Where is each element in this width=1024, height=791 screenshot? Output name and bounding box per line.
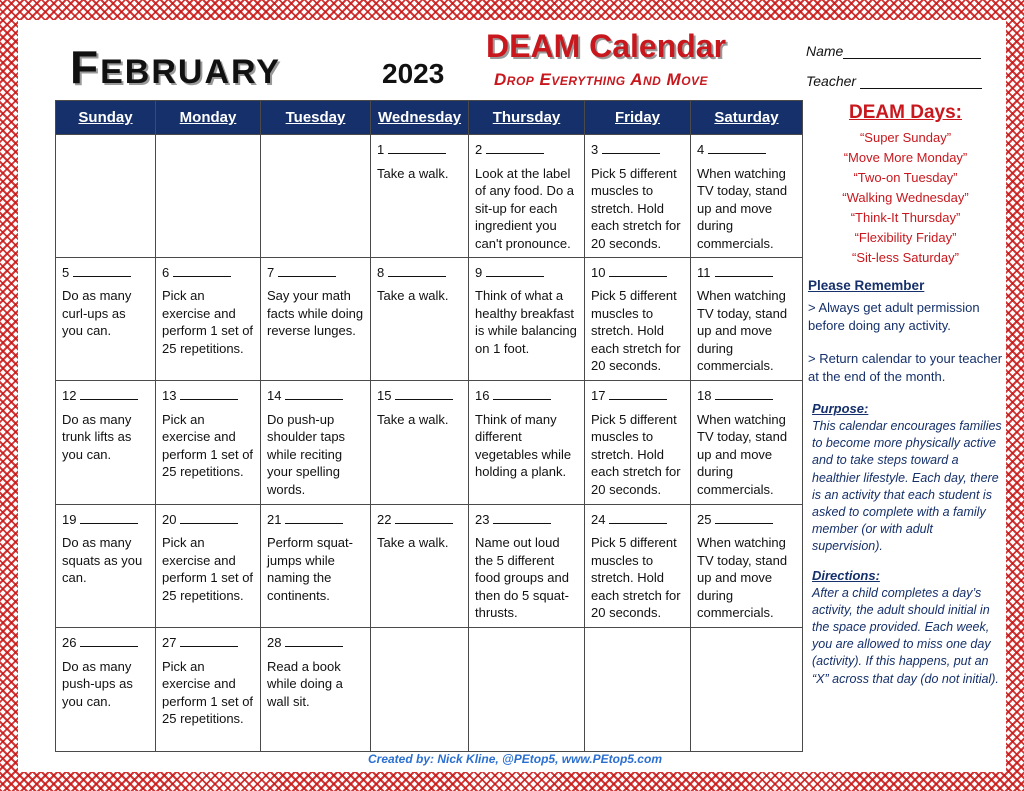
name-field[interactable] — [806, 43, 981, 59]
day-number — [377, 263, 463, 282]
day-number-text: 12 — [62, 388, 77, 404]
name-line[interactable] — [843, 44, 981, 59]
day-number — [591, 510, 685, 529]
directions-text: After a child completes a day’s activity, the adult should initial in the space provided. Each week, you are allowed to miss one day (activity). If this happens, put an “X” across that day (do not initial). — [812, 585, 999, 686]
day-number — [475, 510, 579, 529]
day-cell-10[interactable] — [585, 257, 691, 381]
day-number-text: 16 — [475, 388, 490, 404]
weekday-wednesday: Wednesday — [371, 101, 469, 135]
calendar-week-row — [56, 381, 803, 505]
weekday-saturday: Saturday — [691, 101, 803, 135]
day-cell-9[interactable] — [469, 257, 585, 381]
day-number-text: 9 — [475, 264, 483, 280]
day-cell-5[interactable] — [56, 257, 156, 381]
empty-day-cell — [469, 628, 585, 752]
day-number — [62, 633, 150, 652]
initial-line[interactable] — [715, 510, 773, 524]
day-cell-13[interactable] — [156, 381, 261, 505]
day-number-text: 23 — [475, 511, 490, 527]
initial-line[interactable] — [80, 633, 138, 647]
initial-line[interactable] — [173, 263, 231, 277]
initial-line[interactable] — [609, 386, 667, 400]
day-number — [697, 263, 797, 282]
activity-text: Pick an exercise and perform 1 set of 25 repetitions. — [162, 288, 254, 356]
activity-text: Do as many trunk lifts as you can. — [62, 411, 132, 462]
day-number-text: 2 — [475, 142, 483, 157]
day-cell-24[interactable] — [585, 504, 691, 628]
day-number-text: 19 — [62, 511, 77, 527]
calendar-week-row — [56, 135, 803, 258]
deam-day-sunday: “Super Sunday” — [859, 130, 952, 145]
initial-line[interactable] — [285, 633, 343, 647]
empty-day-cell — [56, 135, 156, 258]
day-cell-27[interactable] — [156, 628, 261, 752]
day-cell-12[interactable] — [56, 381, 156, 505]
calendar-title: DEAM Calendar — [486, 28, 727, 64]
purpose-heading: Purpose: — [812, 401, 869, 416]
day-number-text: 28 — [267, 635, 282, 651]
day-number-text: 25 — [697, 511, 712, 527]
activity-text: Think of many different vegetables while holding a plank. — [475, 411, 572, 480]
activity-text: Pick an exercise and perform 1 set of 25 repetitions. — [162, 658, 254, 727]
day-number — [697, 386, 797, 405]
directions-heading: Directions: — [812, 567, 880, 583]
day-cell-8[interactable] — [371, 257, 469, 381]
weekday-friday: Friday — [585, 101, 691, 135]
sidebar — [808, 102, 1003, 700]
activity-text: Pick 5 different muscles to stretch. Hold each stretch for 20 seconds. — [591, 165, 681, 251]
day-number-text: 21 — [267, 511, 282, 527]
day-cell-2[interactable] — [469, 135, 585, 258]
initial-line[interactable] — [180, 386, 238, 400]
activity-text: Take a walk. — [377, 288, 449, 304]
initial-line[interactable] — [388, 263, 446, 277]
day-number — [267, 386, 365, 405]
day-cell-17[interactable] — [585, 381, 691, 505]
initial-line[interactable] — [493, 386, 551, 400]
day-number — [377, 386, 463, 405]
weekday-thursday: Thursday — [469, 101, 585, 135]
activity-text: Pick an exercise and perform 1 set of 25 repetitions. — [162, 411, 254, 480]
calendar-week-row — [56, 257, 803, 381]
deam-day-monday: “Move More Monday” — [843, 150, 968, 165]
year-label: 2023 — [382, 58, 445, 89]
day-number — [475, 140, 579, 159]
initial-line[interactable] — [493, 510, 551, 524]
teacher-label: Teacher — [806, 73, 857, 89]
day-number — [377, 510, 463, 529]
day-number — [591, 386, 685, 405]
remember-return: > Return calendar to your teacher at the end of the month. — [808, 351, 1003, 384]
initial-line[interactable] — [388, 140, 446, 154]
initial-line[interactable] — [486, 263, 544, 277]
day-cell-25[interactable] — [691, 504, 803, 628]
day-number-text: 17 — [591, 388, 606, 404]
weekday-sunday: Sunday — [56, 101, 156, 135]
weekday-tuesday: Tuesday — [261, 101, 371, 135]
day-cell-26[interactable] — [56, 628, 156, 752]
day-cell-4[interactable] — [691, 135, 803, 258]
activity-text: When watching TV today, stand up and move during commercials. — [697, 411, 788, 497]
activity-text: Do as many squats as you can. — [62, 535, 143, 586]
day-number — [62, 386, 150, 405]
initial-line[interactable] — [602, 140, 660, 154]
day-number — [697, 510, 797, 529]
purpose-text: This calendar encourages families to become more physically active and to take steps toward a healthier lifestyle. Each day, there is an activity that each student is asked to complete with a family member (or with adult supervision). — [812, 419, 1002, 554]
activity-text: Pick an exercise and perform 1 set of 25 repetitions. — [162, 535, 254, 603]
initial-line[interactable] — [73, 263, 131, 277]
day-cell-3[interactable] — [585, 135, 691, 258]
deam-day-wednesday: “Walking Wednesday” — [842, 190, 969, 205]
day-number-text: 20 — [162, 511, 177, 527]
activity-text: Do as many curl-ups as you can. — [62, 288, 132, 339]
day-number — [162, 510, 255, 529]
day-cell-28[interactable] — [261, 628, 371, 752]
day-number-text: 6 — [162, 264, 170, 280]
day-number-text: 15 — [377, 388, 392, 404]
initial-line[interactable] — [715, 263, 773, 277]
activity-text: Pick 5 different muscles to stretch. Hold each stretch for 20 seconds. — [591, 411, 681, 497]
day-number-text: 4 — [697, 142, 705, 157]
day-cell-19[interactable] — [56, 504, 156, 628]
activity-text: When watching TV today, stand up and move during commercials. — [697, 288, 788, 374]
initial-line[interactable] — [395, 510, 453, 524]
day-number — [62, 263, 150, 282]
day-number — [267, 633, 365, 652]
activity-text: Perform squat-jumps while naming the continents. — [267, 535, 353, 603]
day-number-text: 27 — [162, 635, 177, 651]
day-cell-21[interactable] — [261, 504, 371, 628]
activity-text: Say your math facts while doing reverse lunges. — [267, 288, 364, 339]
empty-day-cell — [585, 628, 691, 752]
day-cell-11[interactable] — [691, 257, 803, 381]
activity-text: Take a walk. — [377, 165, 449, 181]
day-number-text: 22 — [377, 511, 392, 527]
name-label: Name — [806, 43, 844, 59]
month-title: FEBRUARY — [70, 41, 281, 93]
initial-line[interactable] — [486, 140, 544, 154]
activity-text: Pick 5 different muscles to stretch. Hold each stretch for 20 seconds. — [591, 535, 681, 621]
deam-day-thursday: “Think-It Thursday” — [850, 210, 961, 225]
day-cell-14[interactable] — [261, 381, 371, 505]
activity-text: Do as many push-ups as you can. — [62, 658, 133, 709]
initial-line[interactable] — [609, 263, 667, 277]
day-number-text: 24 — [591, 511, 606, 527]
day-number — [377, 140, 463, 159]
activity-text: Pick 5 different muscles to stretch. Hold each stretch for 20 seconds. — [591, 288, 681, 374]
day-number — [162, 263, 255, 282]
day-number-text: 5 — [62, 264, 70, 280]
day-cell-6[interactable] — [156, 257, 261, 381]
day-number-text: 7 — [267, 264, 275, 280]
weekday-monday: Monday — [156, 101, 261, 135]
day-number — [475, 263, 579, 282]
activity-text: Think of what a healthy breakfast is while balancing on 1 foot. — [475, 288, 577, 356]
day-number-text: 14 — [267, 388, 282, 404]
day-cell-20[interactable] — [156, 504, 261, 628]
initial-line[interactable] — [609, 510, 667, 524]
day-number-text: 18 — [697, 388, 712, 404]
initial-line[interactable] — [80, 510, 138, 524]
activity-text: Take a walk. — [377, 535, 449, 551]
weekday-header-row — [56, 101, 803, 135]
activity-text: Look at the label of any food. Do a sit-up for each ingredient you can't pronounce. — [475, 165, 575, 251]
empty-day-cell — [691, 628, 803, 752]
activity-text: Name out loud the 5 different food groups and then do 5 squat-thrusts. — [475, 535, 569, 621]
initial-line[interactable] — [285, 386, 343, 400]
credit-line[interactable]: Created by: Nick Kline, @PEtop5, www.PEtop5.com — [368, 752, 662, 766]
activity-text: When watching TV today, stand up and move during commercials. — [697, 165, 788, 251]
initial-line[interactable] — [180, 633, 238, 647]
remember-permission: > Always get adult permission before doing any activity. — [808, 300, 980, 333]
empty-day-cell — [261, 135, 371, 258]
day-cell-23[interactable] — [469, 504, 585, 628]
day-number — [267, 263, 365, 282]
remember-heading: Please Remember — [808, 278, 925, 293]
initial-line[interactable] — [285, 510, 343, 524]
day-number — [591, 140, 685, 159]
day-number — [475, 386, 579, 405]
deam-days-title: DEAM Days: — [849, 102, 962, 123]
teacher-field[interactable] — [806, 73, 982, 89]
empty-day-cell — [156, 135, 261, 258]
day-number-text: 3 — [591, 142, 599, 157]
day-number-text: 26 — [62, 635, 77, 651]
deam-day-saturday: “Sit-less Saturday” — [852, 250, 959, 265]
activity-text: Take a walk. — [377, 411, 449, 427]
day-number — [697, 140, 797, 159]
day-cell-16[interactable] — [469, 381, 585, 505]
day-number — [62, 510, 150, 529]
initial-line[interactable] — [708, 140, 766, 154]
day-number — [591, 263, 685, 282]
initial-line[interactable] — [180, 510, 238, 524]
day-number — [267, 510, 365, 529]
deam-day-friday: “Flexibility Friday” — [854, 230, 957, 245]
initial-line[interactable] — [80, 386, 138, 400]
initial-line[interactable] — [278, 263, 336, 277]
day-cell-1[interactable] — [371, 135, 469, 258]
activity-text: Read a book while doing a wall sit. — [267, 658, 343, 709]
calendar-subtitle: Drop Everything And Move — [494, 70, 709, 89]
initial-line[interactable] — [715, 386, 773, 400]
empty-day-cell — [371, 628, 469, 752]
activity-text: Do push-up shoulder taps while reciting your spelling words. — [267, 411, 346, 497]
day-cell-7[interactable] — [261, 257, 371, 381]
day-number-text: 1 — [377, 142, 385, 157]
calendar-grid — [55, 100, 803, 752]
calendar-page — [18, 20, 1006, 772]
activity-text: When watching TV today, stand up and move during commercials. — [697, 535, 788, 621]
deam-day-tuesday: “Two-on Tuesday” — [853, 170, 958, 185]
teacher-line[interactable] — [860, 74, 982, 89]
day-cell-15[interactable] — [371, 381, 469, 505]
day-number — [162, 633, 255, 652]
day-cell-22[interactable] — [371, 504, 469, 628]
day-number-text: 13 — [162, 388, 177, 404]
day-number — [162, 386, 255, 405]
day-number-text: 8 — [377, 264, 385, 280]
calendar-week-row — [56, 504, 803, 628]
initial-line[interactable] — [395, 386, 453, 400]
calendar-week-row — [56, 628, 803, 752]
day-cell-18[interactable] — [691, 381, 803, 505]
day-number-text: 10 — [591, 264, 606, 280]
day-number-text: 11 — [697, 264, 711, 280]
